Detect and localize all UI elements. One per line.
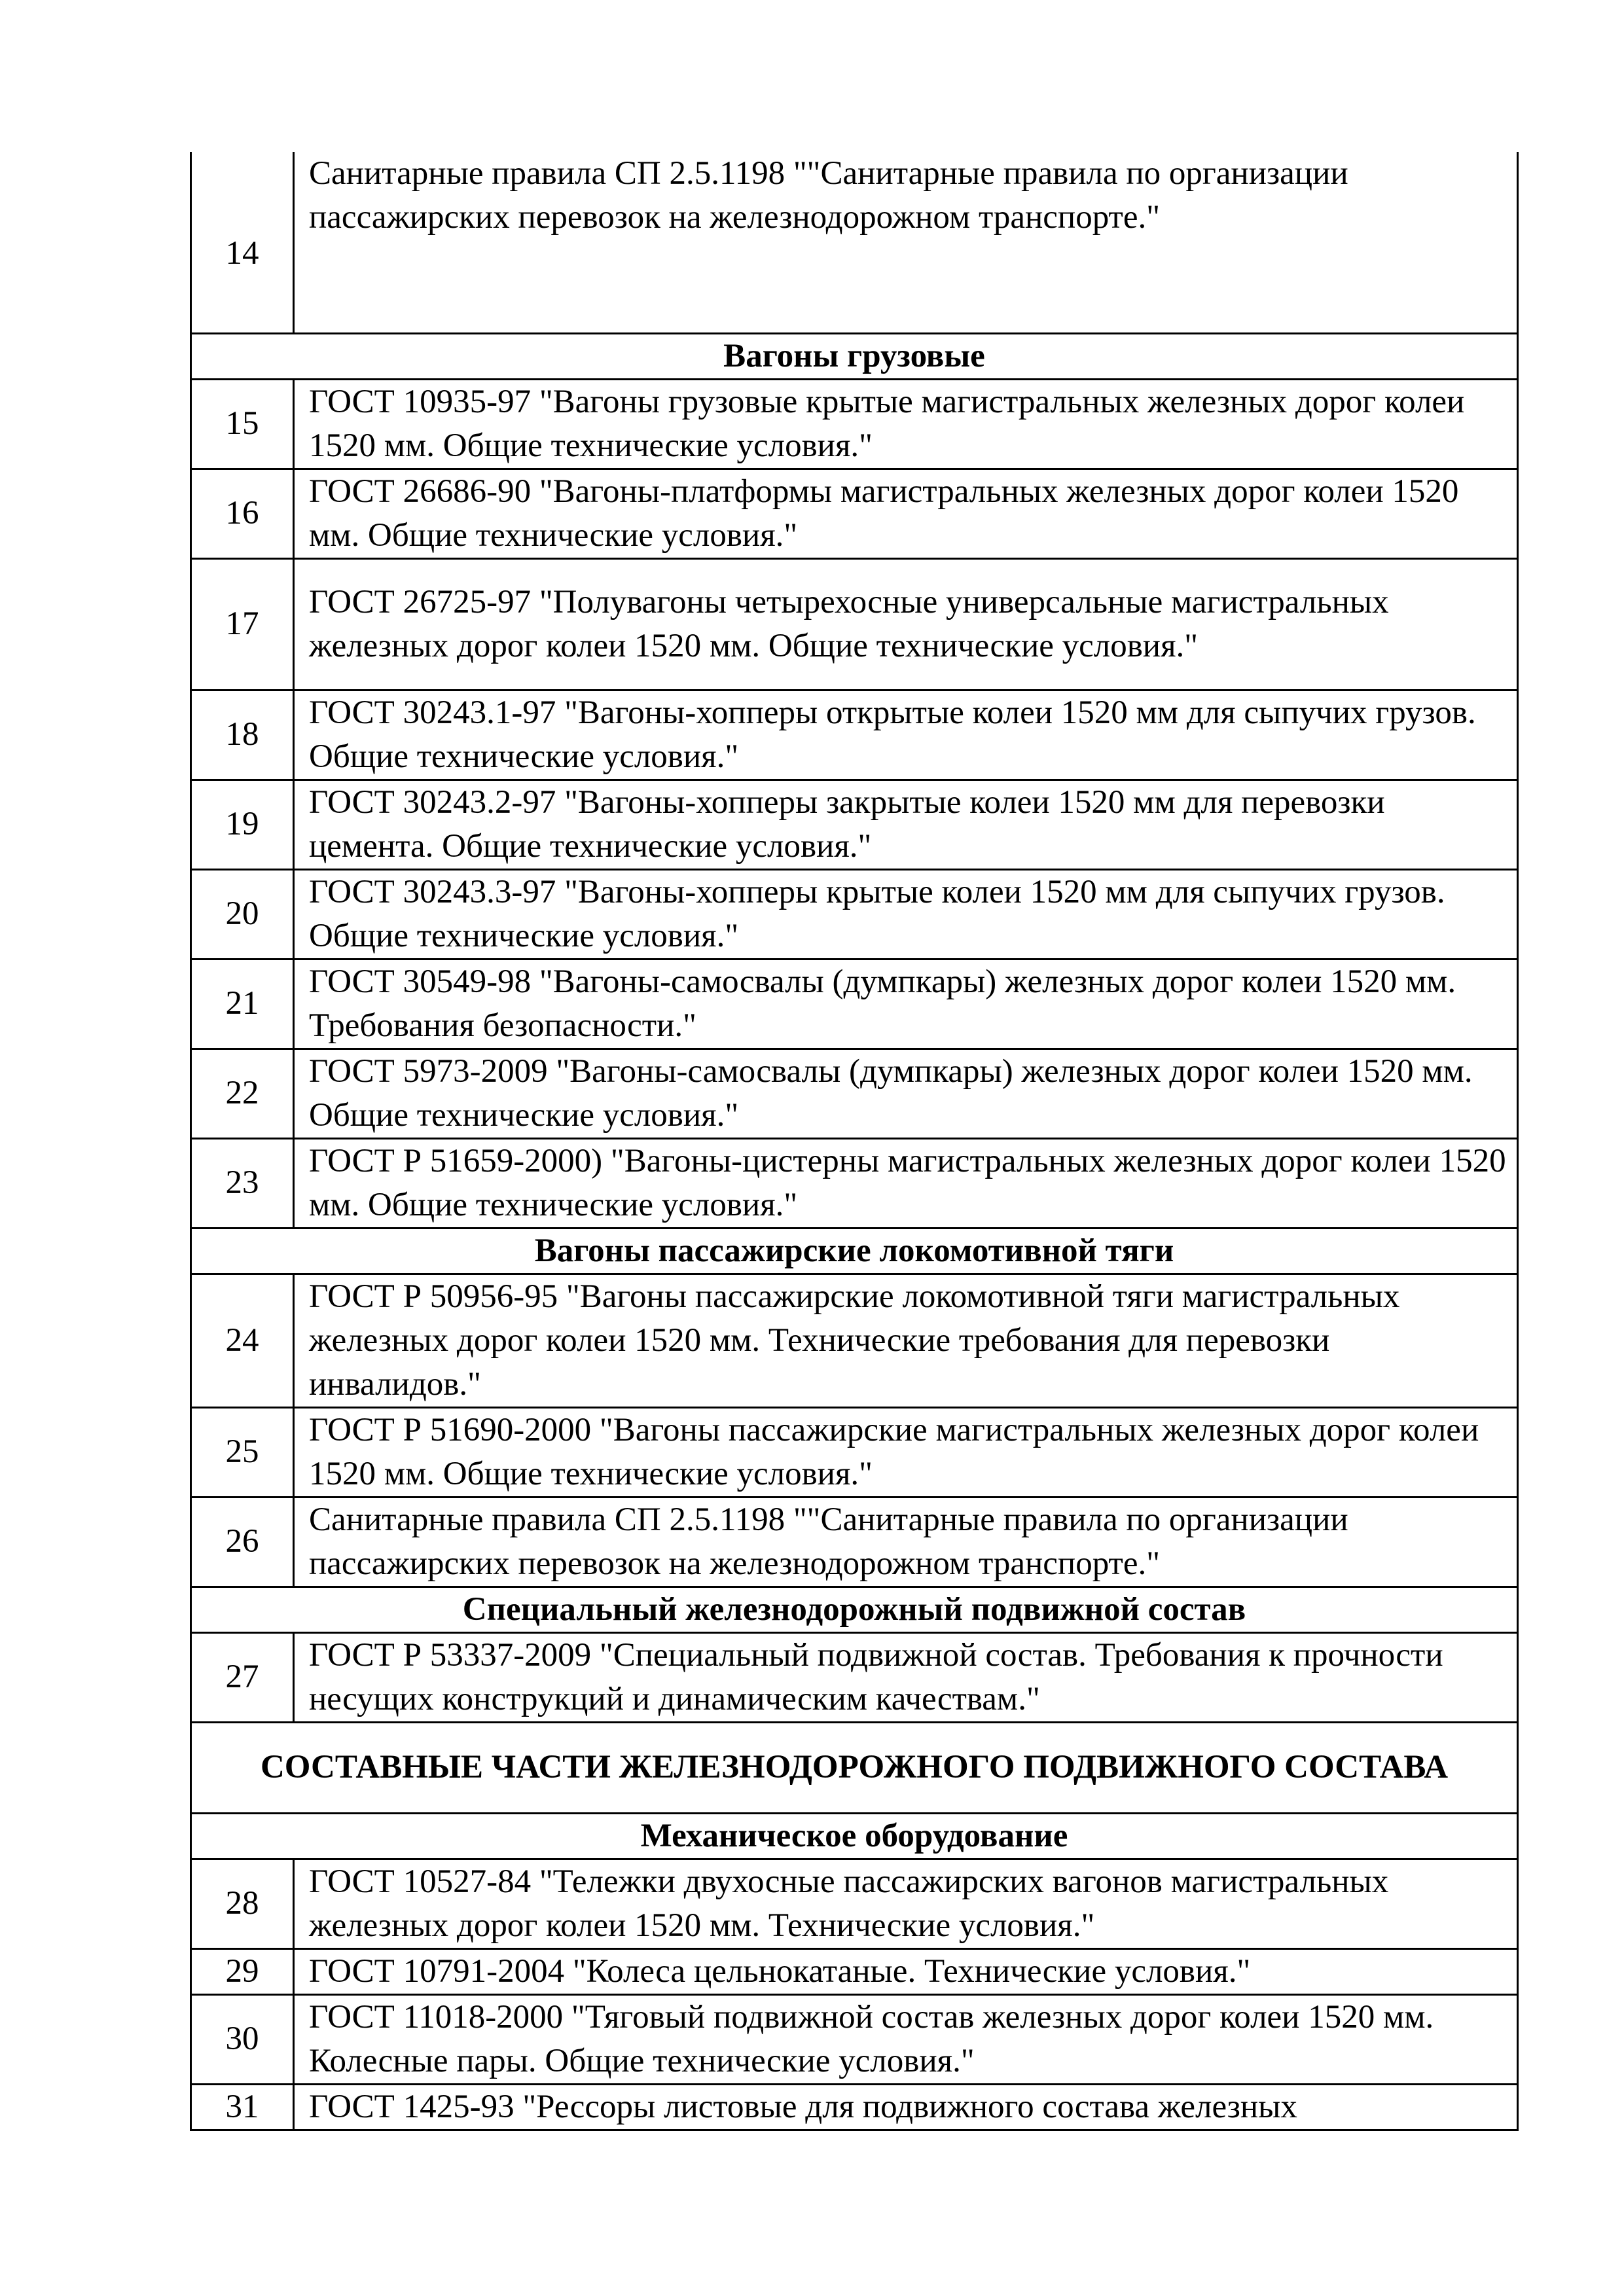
table-row [191,690,1518,780]
table-row [191,1948,1518,1994]
section-row [191,1587,1518,1632]
table-row [191,780,1518,869]
row-text: ГОСТ Р 53337-2009 "Специальный подвижной состав. Требования к прочности несущих конструкций и динамическим качествам." [294,1632,1518,1722]
table-row [191,1049,1518,1138]
row-text: ГОСТ Р 50956-95 "Вагоны пассажирские локомотивной тяги магистральных железных дорог колеи 1520 мм. Технические требования для перевозки инвалидов." [294,1274,1518,1407]
section-row [191,1228,1518,1274]
row-number: 16 [191,469,294,558]
row-text: ГОСТ 10791-2004 "Колеса цельнокатаные. Технические условия." [294,1948,1518,1994]
section-heading: СОСТАВНЫЕ ЧАСТИ ЖЕЛЕЗНОДОРОЖНОГО ПОДВИЖНОГО СОСТАВА [191,1722,1518,1813]
table-row [191,469,1518,558]
document-page [190,152,1519,2131]
table-row [191,1632,1518,1722]
section-row [191,333,1518,379]
row-number: 30 [191,1994,294,2084]
row-number: 17 [191,558,294,690]
section-row [191,1813,1518,1859]
row-number: 22 [191,1049,294,1138]
row-number: 26 [191,1497,294,1587]
row-text: ГОСТ 10935-97 "Вагоны грузовые крытые магистральных железных дорог колеи 1520 мм. Общие технические условия." [294,379,1518,469]
row-number: 28 [191,1859,294,1948]
standards-table [190,152,1519,2131]
row-text: ГОСТ 30243.2-97 "Вагоны-хопперы закрытые колеи 1520 мм для перевозки цемента. Общие технические условия." [294,780,1518,869]
table-row [191,1138,1518,1228]
table-row [191,1859,1518,1948]
row-number: 19 [191,780,294,869]
row-text: ГОСТ 1425-93 "Рессоры листовые для подвижного состава железных [294,2084,1518,2130]
table-row [191,869,1518,959]
row-number: 23 [191,1138,294,1228]
section-heading: Специальный железнодорожный подвижной состав [191,1587,1518,1632]
row-text: ГОСТ 10527-84 "Тележки двухосные пассажирских вагонов магистральных железных дорог колеи 1520 мм. Технические условия." [294,1859,1518,1948]
row-text: ГОСТ Р 51659-2000) "Вагоны-цистерны магистральных железных дорог колеи 1520 мм. Общие технические условия." [294,1138,1518,1228]
section-heading: Вагоны пассажирские локомотивной тяги [191,1228,1518,1274]
row-text: ГОСТ 30243.3-97 "Вагоны-хопперы крытые колеи 1520 мм для сыпучих грузов. Общие технические условия." [294,869,1518,959]
row-text: ГОСТ 11018-2000 "Тяговый подвижной состав железных дорог колеи 1520 мм. Колесные пары. Общие технические условия." [294,1994,1518,2084]
table-row [191,1497,1518,1587]
section-heading: Механическое оборудование [191,1813,1518,1859]
row-number: 24 [191,1274,294,1407]
table-row [191,1274,1518,1407]
row-text: ГОСТ 30243.1-97 "Вагоны-хопперы открытые колеи 1520 мм для сыпучих грузов. Общие технические условия." [294,690,1518,780]
row-text: ГОСТ 5973-2009 "Вагоны-самосвалы (думпкары) железных дорог колеи 1520 мм. Общие технические условия." [294,1049,1518,1138]
row-number: 15 [191,379,294,469]
row-number: 20 [191,869,294,959]
section-row [191,1722,1518,1813]
row-number: 25 [191,1407,294,1497]
row-text: ГОСТ 30549-98 "Вагоны-самосвалы (думпкары) железных дорог колеи 1520 мм. Требования безопасности." [294,959,1518,1049]
table-row [191,2084,1518,2130]
row-text: ГОСТ Р 51690-2000 "Вагоны пассажирские магистральных железных дорог колеи 1520 мм. Общие технические условия." [294,1407,1518,1497]
table-row [191,558,1518,690]
table-row [191,1994,1518,2084]
row-number: 21 [191,959,294,1049]
row-number: 14 [191,152,294,333]
row-text: ГОСТ 26686-90 "Вагоны-платформы магистральных железных дорог колеи 1520 мм. Общие технические условия." [294,469,1518,558]
row-text: Санитарные правила СП 2.5.1198 ""Санитарные правила по организации пассажирских перевозок на железнодорожном транспорте." [294,1497,1518,1587]
row-number: 18 [191,690,294,780]
row-number: 31 [191,2084,294,2130]
row-text: ГОСТ 26725-97 "Полувагоны четырехосные универсальные магистральных железных дорог колеи 1520 мм. Общие технические условия." [294,558,1518,690]
row-number: 27 [191,1632,294,1722]
table-row [191,379,1518,469]
table-row [191,959,1518,1049]
row-number: 29 [191,1948,294,1994]
section-heading: Вагоны грузовые [191,333,1518,379]
table-row [191,1407,1518,1497]
table-row [191,152,1518,333]
row-text: Санитарные правила СП 2.5.1198 ""Санитарные правила по организации пассажирских перевозок на железнодорожном транспорте." [294,152,1518,333]
